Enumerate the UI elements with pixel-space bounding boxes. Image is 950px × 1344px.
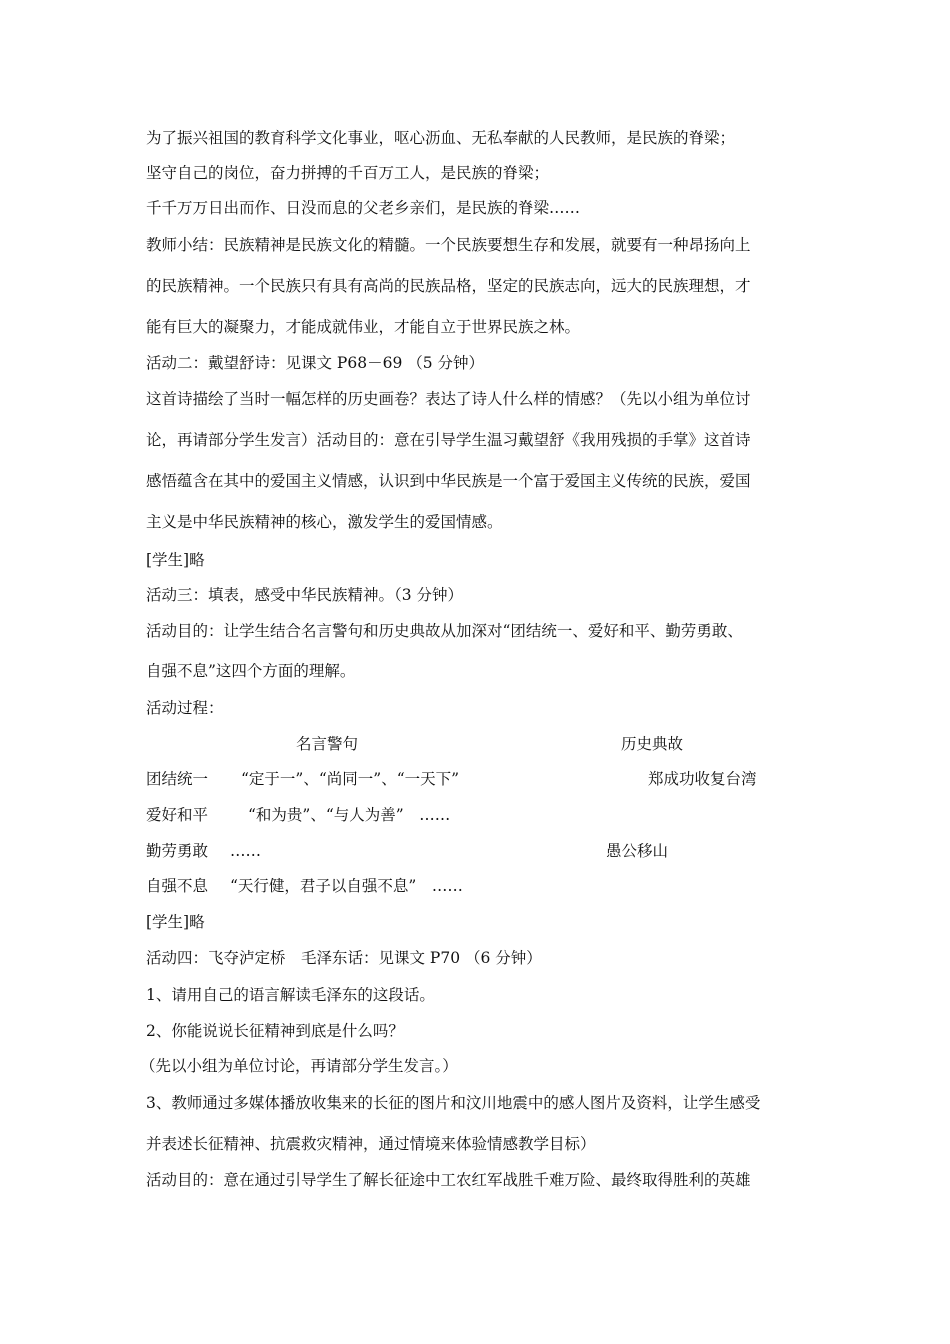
section-heading: 活动四：飞夺泸定桥 毛泽东话：见课文 P70 （6 分钟）: [146, 949, 542, 967]
text-line: [学生]略: [146, 913, 205, 931]
section-heading: 活动二：戴望舒诗：见课文 P68－69 （5 分钟）: [146, 354, 485, 372]
table-row-label: 团结统一: [146, 770, 209, 788]
text-line: 感悟蕴含在其中的爱国主义情感，认识到中华民族是一个富于爱国主义传统的民族，爱国: [146, 472, 751, 490]
text-line: [学生]略: [146, 551, 205, 569]
text-line: 教师小结：民族精神是民族文化的精髓。一个民族要想生存和发展，就要有一种昂扬向上: [146, 236, 751, 254]
text-line: 主义是中华民族精神的核心，激发学生的爱国情感。: [146, 513, 503, 531]
table-row-quotes: “定于一”、“尚同一”、“一天下”: [241, 770, 460, 788]
section-heading: 活动三：填表，感受中华民族精神。（3 分钟）: [146, 586, 464, 604]
text-line: 1、请用自己的语言解读毛泽东的这段话。: [146, 986, 435, 1004]
text-line: 为了振兴祖国的教育科学文化事业，呕心沥血、无私奉献的人民教师，是民族的脊梁；: [146, 129, 736, 147]
text-line: 能有巨大的凝聚力，才能成就伟业，才能自立于世界民族之林。: [146, 318, 581, 336]
text-line: 2、你能说说长征精神到底是什么吗？: [146, 1022, 404, 1040]
text-line: 坚守自己的岗位，奋力拼搏的千百万工人，是民族的脊梁；: [146, 164, 550, 182]
text-line: 这首诗描绘了当时一幅怎样的历史画卷？表达了诗人什么样的情感？（先以小组为单位讨: [146, 390, 751, 408]
text-line: 论，再请部分学生发言）活动目的：意在引导学生温习戴望舒《我用残损的手掌》这首诗: [146, 431, 751, 449]
table-row-label: 勤劳勇敢: [146, 842, 209, 860]
text-line: 3、教师通过多媒体播放收集来的长征的图片和汶川地震中的感人图片及资料，让学生感受: [146, 1094, 761, 1112]
table-header-stories: 历史典故: [621, 735, 684, 753]
text-line: 并表述长征精神、抗震救灾精神，通过情境来体验情感教学目标）: [146, 1135, 596, 1153]
text-line: 千千万万日出而作、日没而息的父老乡亲们，是民族的脊梁……: [146, 199, 581, 217]
text-line: 活动过程：: [146, 699, 224, 717]
text-line: 活动目的：意在通过引导学生了解长征途中工农红军战胜千难万险、最终取得胜利的英雄: [146, 1171, 751, 1189]
table-row-quotes: “天行健，君子以自强不息” ……: [230, 877, 463, 895]
table-row-story: 愚公移山: [606, 842, 669, 860]
text-line: （先以小组为单位讨论，再请部分学生发言。）: [140, 1057, 458, 1075]
table-row-label: 自强不息: [146, 877, 209, 895]
text-line: 的民族精神。一个民族只有具有高尚的民族品格，坚定的民族志向，远大的民族理想，才: [146, 277, 751, 295]
table-row-story: 郑成功收复台湾: [648, 770, 757, 788]
table-row-label: 爱好和平: [146, 806, 209, 824]
table-row-quotes: ……: [230, 842, 261, 860]
text-line: 自强不息”这四个方面的理解。: [146, 662, 356, 680]
text-line: 活动目的：让学生结合名言警句和历史典故从加深对“团结统一、爱好和平、勤劳勇敢、: [146, 622, 743, 640]
table-row-quotes: “和为贵”、“与人为善” ……: [248, 806, 451, 824]
table-header-quotes: 名言警句: [296, 735, 359, 753]
